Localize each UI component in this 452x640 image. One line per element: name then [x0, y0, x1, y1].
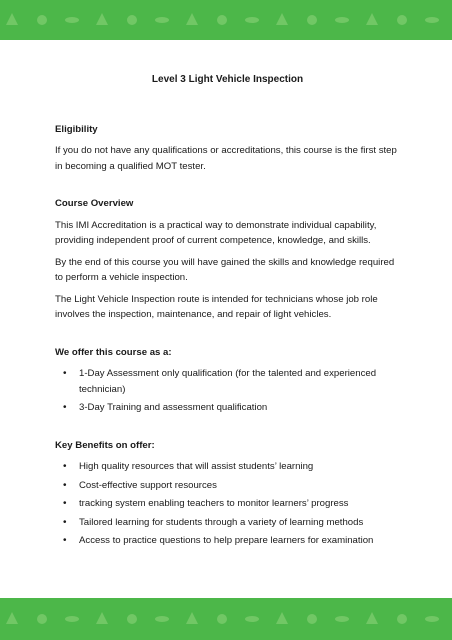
overview-paragraph: This IMI Accreditation is a practical way to demonstrate individual capability, providing independent proof of current competence, knowledge, and skills. [55, 219, 377, 246]
flower-icon [127, 15, 137, 25]
list-item: • Access to practice questions to help prepare learners for examination [79, 533, 400, 549]
leaf-icon [245, 17, 259, 23]
top-decorative-band [0, 0, 452, 40]
list-item: • Tailored learning for students through a variety of learning methods [79, 515, 400, 531]
flower-icon [397, 15, 407, 25]
page-title: Level 3 Light Vehicle Inspection [151, 74, 304, 85]
leaf-icon [245, 616, 259, 622]
top-leaf-pattern [0, 0, 452, 40]
tree-icon [186, 612, 198, 624]
overview-paragraph: The Light Vehicle Inspection route is intended for technicians whose job role involves the inspection, maintenance, and repair of light vehicles. [55, 293, 378, 320]
tree-icon [186, 13, 198, 25]
tree-icon [6, 612, 18, 624]
flower-icon [217, 614, 227, 624]
bullet-icon: • [63, 368, 67, 379]
bullet-icon: • [63, 479, 67, 491]
flower-icon [217, 15, 227, 25]
benefits-list [55, 459, 400, 549]
leaf-icon [155, 17, 169, 23]
key-benefits-section [55, 438, 400, 549]
bullet-icon: • [63, 402, 67, 413]
leaf-icon [65, 616, 79, 622]
flower-icon [307, 15, 317, 25]
offer-heading: We offer this course as a: [55, 346, 172, 358]
tree-icon [276, 612, 288, 624]
list-item: • Cost-effective support resources [79, 478, 400, 494]
list-item: • 1-Day Assessment only qualification (for the talented and experienced technician) [63, 368, 377, 395]
bottom-leaf-pattern [0, 598, 452, 640]
list-item: • High quality resources that will assist students’ learning [79, 459, 400, 475]
tree-icon [276, 13, 288, 25]
flower-icon [127, 614, 137, 624]
document-body [55, 72, 400, 571]
eligibility-text: If you do not have any qualifications or accreditations, this course is the first step in becoming a qualified MOT tester. [55, 145, 397, 172]
course-overview-heading: Course Overview [55, 198, 134, 209]
bullet-icon: • [63, 498, 67, 509]
leaf-icon [425, 17, 439, 23]
flower-icon [397, 614, 407, 624]
offer-list [55, 366, 400, 416]
bullet-icon: • [63, 461, 67, 472]
tree-icon [6, 13, 18, 25]
leaf-icon [335, 616, 349, 622]
leaf-icon [155, 616, 169, 622]
flower-icon [37, 614, 47, 624]
leaf-icon [65, 17, 79, 23]
list-item: • tracking system enabling teachers to monitor learners’ progress [79, 496, 400, 512]
bullet-icon: • [63, 516, 67, 528]
tree-icon [96, 13, 108, 25]
bullet-icon: • [63, 535, 67, 546]
leaf-icon [335, 17, 349, 23]
flower-icon [307, 614, 317, 624]
flower-icon [37, 15, 47, 25]
list-item: • 3-Day Training and assessment qualification [79, 400, 400, 416]
bottom-decorative-band [0, 598, 452, 640]
offer-section [55, 345, 400, 416]
key-benefits-heading: Key Benefits on offer: [55, 439, 155, 451]
tree-icon [366, 13, 378, 25]
course-overview-section [55, 196, 400, 323]
overview-paragraph: By the end of this course you will have gained the skills and knowledge required to perform a vehicle inspection. [55, 256, 395, 283]
eligibility-section [55, 122, 400, 175]
tree-icon [96, 612, 108, 624]
tree-icon [366, 612, 378, 624]
eligibility-heading: Eligibility [55, 123, 98, 135]
leaf-icon [425, 616, 439, 622]
